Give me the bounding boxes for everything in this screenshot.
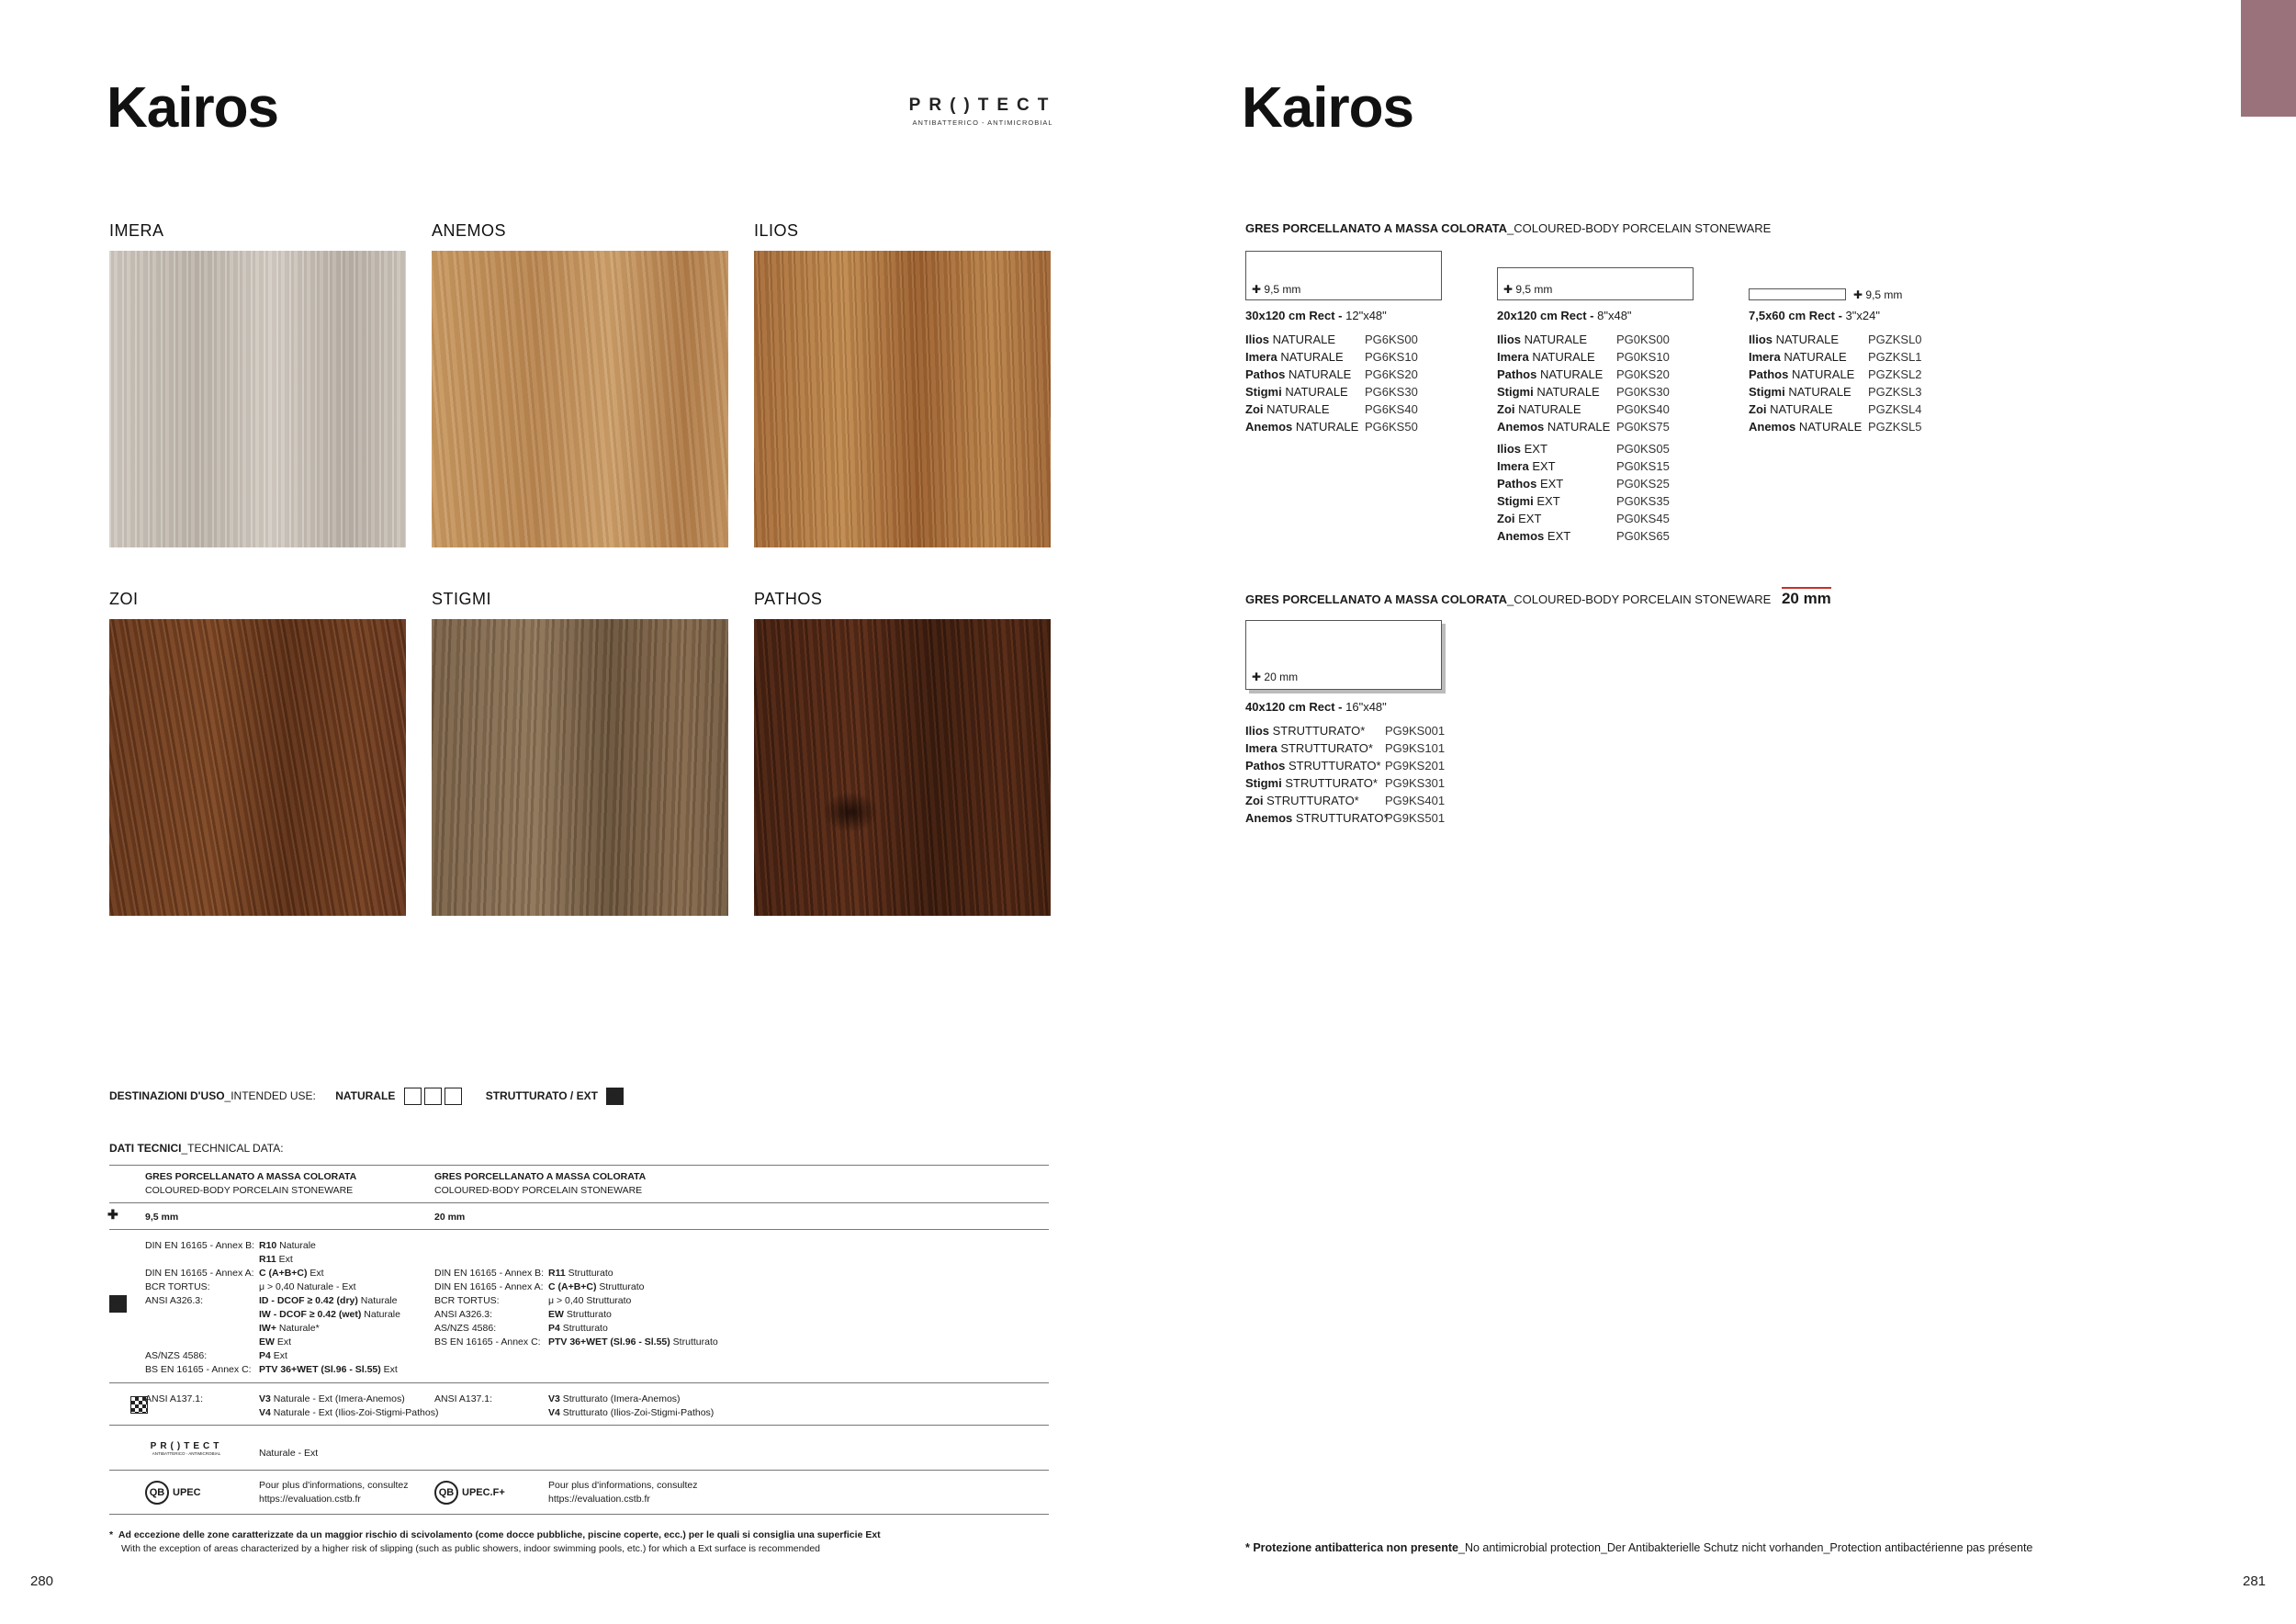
swatch-label-ilios: ILIOS	[754, 221, 799, 240]
slip-right-value: μ > 0,40 Strutturato	[548, 1295, 632, 1306]
shade-right-value: V4 Strutturato (Ilios-Zoi-Stigmi-Pathos)	[548, 1407, 715, 1418]
slip-right-values	[548, 1267, 718, 1349]
upec-label: UPEC	[173, 1487, 201, 1498]
qb-mark-icon: QB	[434, 1481, 458, 1505]
swatch-zoi	[109, 619, 406, 916]
tech-rule-4	[109, 1382, 1049, 1383]
tech-col2-sub: COLOURED-BODY PORCELAIN STONEWARE	[434, 1185, 643, 1196]
tech-col2-head	[434, 1170, 646, 1198]
swatch-stigmi	[432, 619, 728, 916]
intended-use-naturale: NATURALE	[335, 1089, 396, 1102]
footnote-left-en: With the exception of areas characterized by a higher risk of slipping (such as public showers, indoor swimming pools, etc.) for which a Ext surface is recommended	[121, 1543, 821, 1554]
upec-text-line: https://evaluation.cstb.fr	[259, 1494, 361, 1505]
tile-format-30x120: 30x120 cm Rect - 12"x48"	[1245, 309, 1387, 322]
slip-left-value: EW Ext	[259, 1336, 292, 1348]
product-row: Pathos NATURALE PGZKSL2	[1749, 367, 1922, 381]
section1-heading-it: GRES PORCELLANATO A MASSA COLORATA	[1245, 221, 1508, 235]
intended-use-label-en: _INTENDED USE:	[224, 1089, 316, 1102]
tile-thickness: ✚ 20 mm	[1252, 671, 1299, 683]
tile-list-30x120	[1245, 331, 1418, 435]
section1-heading	[1245, 221, 1771, 235]
slip-left-value: PTV 36+WET (Sl.96 - Sl.55) Ext	[259, 1364, 398, 1375]
tile-format-7x60: 7,5x60 cm Rect - 3"x24"	[1749, 309, 1880, 322]
tile-thickness: ✚ 9,5 mm	[1252, 283, 1301, 296]
upecf-text	[548, 1479, 698, 1506]
product-row: Imera EXT PG0KS15	[1497, 459, 1670, 473]
tile-list-20x120	[1497, 331, 1670, 435]
upec-text-line: Pour plus d'informations, consultez	[259, 1480, 409, 1491]
footnote-right	[1245, 1541, 2032, 1554]
commercial-heavy-icon	[445, 1088, 462, 1105]
product-row: Stigmi STRUTTURATO* PG9KS301	[1245, 776, 1446, 790]
protect-logo-small	[145, 1441, 228, 1456]
swatch-label-stigmi: STIGMI	[432, 590, 491, 608]
tile-thickness: ✚ 9,5 mm	[1853, 288, 1903, 301]
tile-shape-20x120	[1497, 267, 1694, 300]
product-row: Imera STRUTTURATO* PG9KS101	[1245, 741, 1446, 755]
shade-left-value: V4 Naturale - Ext (Ilios-Zoi-Stigmi-Pathos)	[259, 1407, 439, 1418]
slip-left-value: R10 Naturale	[259, 1240, 316, 1251]
shade-right-values	[548, 1393, 714, 1420]
slip-left-label-spacer	[145, 1253, 254, 1267]
tech-rule-7	[109, 1514, 1049, 1515]
thickness-badge-20mm: 20 mm	[1782, 587, 1831, 607]
product-row: Zoi NATURALE PG0KS40	[1497, 402, 1670, 416]
slip-right-value: R11 Strutturato	[548, 1268, 613, 1279]
slip-right-label: BS EN 16165 - Annex C:	[434, 1336, 541, 1348]
slip-left-values	[259, 1239, 400, 1377]
protect-logo-sub: ANTIBATTERICO - ANTIMICROBIAL	[912, 118, 1053, 127]
tech-rule-3	[109, 1229, 1049, 1230]
product-row: Ilios NATURALE PG6KS00	[1245, 333, 1418, 346]
tech-col2-title: GRES PORCELLANATO A MASSA COLORATA	[434, 1171, 647, 1182]
product-row: Anemos STRUTTURATO* PG9KS501	[1245, 811, 1446, 825]
swatch-label-imera: IMERA	[109, 221, 164, 240]
slip-left-value: IW+ Naturale*	[259, 1323, 320, 1334]
upec-logo	[145, 1481, 201, 1505]
footnote-left-it: * Ad eccezione delle zone caratterizzate da un maggior rischio di scivolamento (come docce pubbliche, piscine coperte, ecc.) per le quali si consiglia una superficie Ext	[109, 1529, 881, 1540]
section2-heading-en: _COLOURED-BODY PORCELAIN STONEWARE	[1507, 592, 1772, 606]
tile-list-40x120	[1245, 722, 1445, 827]
product-row: Zoi NATURALE PGZKSL4	[1749, 402, 1922, 416]
section1-heading-en: _COLOURED-BODY PORCELAIN STONEWARE	[1507, 221, 1772, 235]
slip-right-label: DIN EN 16165 - Annex A:	[434, 1281, 544, 1292]
product-row: Stigmi NATURALE PG0KS30	[1497, 385, 1670, 399]
slip-left-label: DIN EN 16165 - Annex B:	[145, 1240, 255, 1251]
product-row: Imera NATURALE PG0KS10	[1497, 350, 1670, 364]
residential-icon	[404, 1088, 422, 1105]
slip-right-value: EW Strutturato	[548, 1309, 612, 1320]
protect-logo-small-sub: ANTIBATTERICO - ANTIMICROBIAL	[152, 1451, 221, 1456]
qb-mark-icon: QB	[145, 1481, 169, 1505]
slip-left-value: ID - DCOF ≥ 0.42 (dry) Naturale	[259, 1295, 398, 1306]
page-number-right: 281	[2243, 1573, 2267, 1589]
protect-value: Naturale - Ext	[259, 1448, 319, 1459]
slip-left-value: C (A+B+C) Ext	[259, 1268, 324, 1279]
technical-data-label-en: _TECHNICAL DATA:	[181, 1142, 284, 1155]
tech-rule-1	[109, 1165, 1049, 1166]
product-row: Pathos STRUTTURATO* PG9KS201	[1245, 759, 1446, 773]
tile-shape-30x120	[1245, 251, 1442, 300]
technical-data-heading	[109, 1140, 284, 1157]
product-row: Zoi EXT PG0KS45	[1497, 512, 1670, 525]
slip-left-value: P4 Ext	[259, 1350, 287, 1361]
upecf-logo	[434, 1481, 505, 1505]
slip-left-label-spacer	[145, 1308, 254, 1349]
product-row: Anemos NATURALE PG6KS50	[1245, 420, 1418, 434]
footnote-left	[109, 1528, 881, 1556]
slip-right-value: P4 Strutturato	[548, 1323, 608, 1334]
tech-thick-1: 9,5 mm	[145, 1212, 179, 1223]
swatch-label-pathos: PATHOS	[754, 590, 823, 608]
slip-left-label: AS/NZS 4586:	[145, 1350, 208, 1361]
upecf-label: UPEC.F+	[462, 1487, 505, 1498]
slip-right-value: PTV 36+WET (Sl.96 - Sl.55) Strutturato	[548, 1336, 718, 1348]
shade-left-value: V3 Naturale - Ext (Imera-Anemos)	[259, 1393, 405, 1404]
protect-logo	[891, 96, 1075, 127]
swatch-label-anemos: ANEMOS	[432, 221, 507, 240]
product-row: Pathos EXT PG0KS25	[1497, 477, 1670, 491]
protect-logo-word: PR()TECT	[908, 96, 1057, 115]
tile-list-7x60	[1749, 331, 1922, 435]
tile-thickness: ✚ 9,5 mm	[1503, 283, 1553, 296]
product-row: Anemos NATURALE PGZKSL5	[1749, 420, 1922, 434]
intended-use	[109, 1088, 624, 1105]
slip-left-labels	[145, 1239, 254, 1377]
section2-heading-it: GRES PORCELLANATO A MASSA COLORATA	[1245, 592, 1508, 606]
slip-right-labels	[434, 1267, 544, 1349]
slip-left-label: DIN EN 16165 - Annex A:	[145, 1268, 254, 1279]
slip-left-value: R11 Ext	[259, 1254, 293, 1265]
section2-heading	[1245, 590, 1831, 608]
product-row: Imera NATURALE PG6KS10	[1245, 350, 1418, 364]
swatch-pathos	[754, 619, 1051, 916]
slip-left-label: BS EN 16165 - Annex C:	[145, 1364, 252, 1375]
slip-left-value: IW - DCOF ≥ 0.42 (wet) Naturale	[259, 1309, 400, 1320]
slip-left-label: ANSI A326.3:	[145, 1295, 204, 1306]
swatch-imera	[109, 251, 406, 547]
swatch-ilios	[754, 251, 1051, 547]
product-row: Anemos NATURALE PG0KS75	[1497, 420, 1670, 434]
product-row: Stigmi NATURALE PGZKSL3	[1749, 385, 1922, 399]
product-row: Ilios STRUTTURATO* PG9KS001	[1245, 724, 1446, 738]
corner-tab	[2241, 0, 2296, 117]
technical-data-label: DATI TECNICI	[109, 1142, 182, 1155]
swatch-label-zoi: ZOI	[109, 590, 139, 608]
upecf-text-line: Pour plus d'informations, consultez	[548, 1480, 698, 1491]
product-row: Ilios EXT PG0KS05	[1497, 442, 1670, 456]
intended-use-strutturato: STRUTTURATO / EXT	[485, 1089, 598, 1102]
protect-logo-small-word: PR()TECT	[150, 1441, 223, 1451]
tech-rule-5	[109, 1425, 1049, 1426]
tech-rule-6	[109, 1470, 1049, 1471]
product-row: Stigmi EXT PG0KS35	[1497, 494, 1670, 508]
tile-shape-40x120	[1245, 620, 1442, 690]
upec-text	[259, 1479, 409, 1506]
tile-format-20x120: 20x120 cm Rect - 8"x48"	[1497, 309, 1632, 322]
product-row: Zoi STRUTTURATO* PG9KS401	[1245, 794, 1446, 807]
page-number-left: 280	[30, 1573, 54, 1589]
commercial-light-icon	[424, 1088, 442, 1105]
slip-left-label: BCR TORTUS:	[145, 1281, 210, 1292]
tile-shape-7x60	[1749, 288, 1846, 300]
product-row: Ilios NATURALE PG0KS00	[1497, 333, 1670, 346]
product-row: Imera NATURALE PGZKSL1	[1749, 350, 1922, 364]
shade-left-values	[259, 1393, 438, 1420]
footnote-right-en: _No antimicrobial protection_Der Antibakterielle Schutz nicht vorhanden_Protection antibactérienne pas présente	[1458, 1541, 2033, 1554]
product-row: Stigmi NATURALE PG6KS30	[1245, 385, 1418, 399]
product-row: Ilios NATURALE PGZKSL0	[1749, 333, 1922, 346]
product-row: Anemos EXT PG0KS65	[1497, 529, 1670, 543]
slip-right-label: AS/NZS 4586:	[434, 1323, 497, 1334]
tile-list-20x120-ext	[1497, 440, 1670, 545]
page-title-right: Kairos	[1242, 76, 1413, 140]
slip-left-value: μ > 0,40 Naturale - Ext	[259, 1281, 356, 1292]
tech-col1-title: GRES PORCELLANATO A MASSA COLORATA	[145, 1171, 357, 1182]
swatch-anemos	[432, 251, 728, 547]
thickness-icon: ✚	[107, 1207, 118, 1222]
shade-left-label: ANSI A137.1:	[145, 1393, 204, 1404]
tech-col1-sub: COLOURED-BODY PORCELAIN STONEWARE	[145, 1185, 354, 1196]
tech-col1-head	[145, 1170, 356, 1198]
page-title-left: Kairos	[107, 76, 278, 140]
outdoor-icon	[606, 1088, 624, 1105]
shade-right-label: ANSI A137.1:	[434, 1393, 493, 1404]
slip-right-value: C (A+B+C) Strutturato	[548, 1281, 645, 1292]
slip-right-label: ANSI A326.3:	[434, 1309, 493, 1320]
footnote-right-it: * Protezione antibatterica non presente	[1245, 1541, 1458, 1554]
intended-use-label: DESTINAZIONI D'USO	[109, 1089, 225, 1102]
product-row: Pathos NATURALE PG0KS20	[1497, 367, 1670, 381]
product-row: Pathos NATURALE PG6KS20	[1245, 367, 1418, 381]
tile-format-40x120: 40x120 cm Rect - 16"x48"	[1245, 700, 1387, 714]
product-row: Zoi NATURALE PG6KS40	[1245, 402, 1418, 416]
upecf-text-line: https://evaluation.cstb.fr	[548, 1494, 650, 1505]
slip-right-label: DIN EN 16165 - Annex B:	[434, 1268, 545, 1279]
slip-resistance-icon	[109, 1295, 127, 1313]
slip-right-label: BCR TORTUS:	[434, 1295, 500, 1306]
tech-thick-2: 20 mm	[434, 1212, 466, 1223]
shade-right-value: V3 Strutturato (Imera-Anemos)	[548, 1393, 681, 1404]
tech-rule-2	[109, 1202, 1049, 1203]
